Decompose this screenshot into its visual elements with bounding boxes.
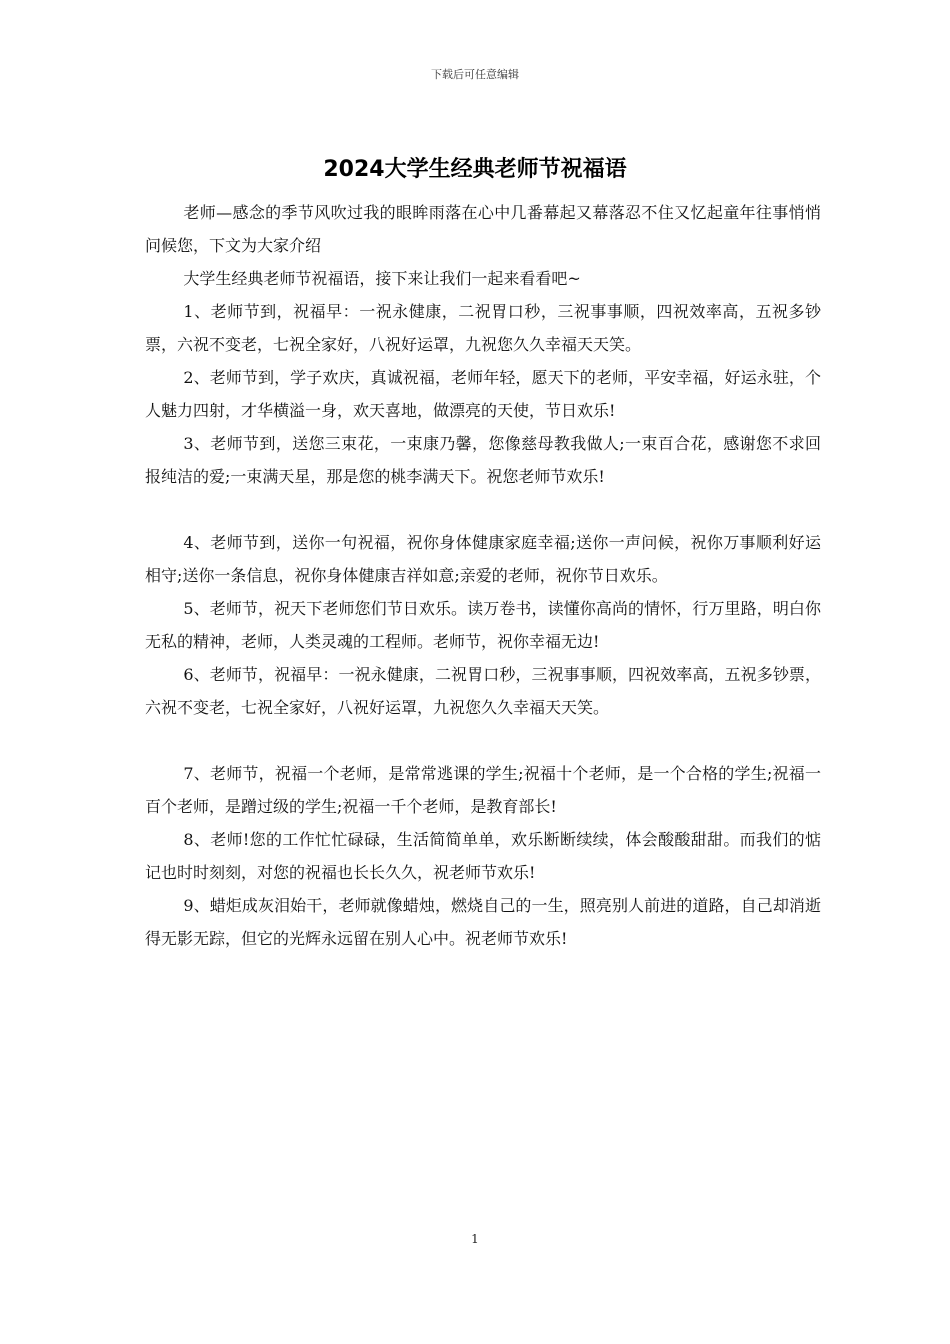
document-body: [145, 196, 821, 955]
greeting-paragraph-3: 3、老师节到，送您三束花，一束康乃馨，您像慈母教我做人;一束百合花，感谢您不求回报纯洁的爱;一束满天星，那是您的桃李满天下。祝您老师节欢乐!: [145, 434, 821, 486]
greeting-paragraph-8: 8、老师!您的工作忙忙碌碌，生活简简单单，欢乐断断续续，体会酸酸甜甜。而我们的惦记也时时刻刻，对您的祝福也长长久久，祝老师节欢乐!: [145, 830, 821, 882]
greeting-paragraph-6: 6、老师节，祝福早：一祝永健康，二祝胃口秒，三祝事事顺，四祝效率高，五祝多钞票，六祝不变老，七祝全家好，八祝好运罩，九祝您久久幸福天天笑。: [145, 665, 821, 717]
header-note: 下载后可任意编辑: [431, 68, 519, 81]
greeting-paragraph-4: 4、老师节到，送你一句祝福，祝你身体健康家庭幸福;送你一声问候，祝你万事顺利好运相守;送你一条信息，祝你身体健康吉祥如意;亲爱的老师，祝你节日欢乐。: [145, 533, 821, 585]
greeting-paragraph-1: 1、老师节到，祝福早：一祝永健康，二祝胃口秒，三祝事事顺，四祝效率高，五祝多钞票，六祝不变老，七祝全家好，八祝好运罩，九祝您久久幸福天天笑。: [145, 302, 821, 354]
intro-paragraph: 老师—感念的季节风吹过我的眼眸雨落在心中几番幕起又幕落忍不住又忆起童年往事悄悄问候您，下文为大家介绍: [145, 203, 821, 255]
greeting-paragraph-9: 9、蜡炬成灰泪始干，老师就像蜡烛，燃烧自己的一生，照亮别人前进的道路，自己却消逝得无影无踪，但它的光辉永远留在别人心中。祝老师节欢乐!: [145, 896, 821, 948]
greeting-paragraph-7: 7、老师节，祝福一个老师，是常常逃课的学生;祝福十个老师，是一个合格的学生;祝福一百个老师，是蹭过级的学生;祝福一千个老师，是教育部长!: [145, 764, 821, 816]
document-title: 2024大学生经典老师节祝福语: [323, 157, 627, 182]
lead-paragraph: 大学生经典老师节祝福语，接下来让我们一起来看看吧~: [183, 269, 581, 288]
page-number: 1: [471, 1232, 479, 1246]
greeting-paragraph-2: 2、老师节到，学子欢庆，真诚祝福，老师年轻，愿天下的老师，平安幸福，好运永驻，个人魅力四射，才华横溢一身，欢天喜地，做漂亮的天使，节日欢乐!: [145, 368, 821, 420]
greeting-paragraph-5: 5、老师节，祝天下老师您们节日欢乐。读万卷书，读懂你高尚的情怀，行万里路，明白你无私的精神，老师，人类灵魂的工程师。老师节，祝你幸福无边!: [145, 599, 821, 651]
